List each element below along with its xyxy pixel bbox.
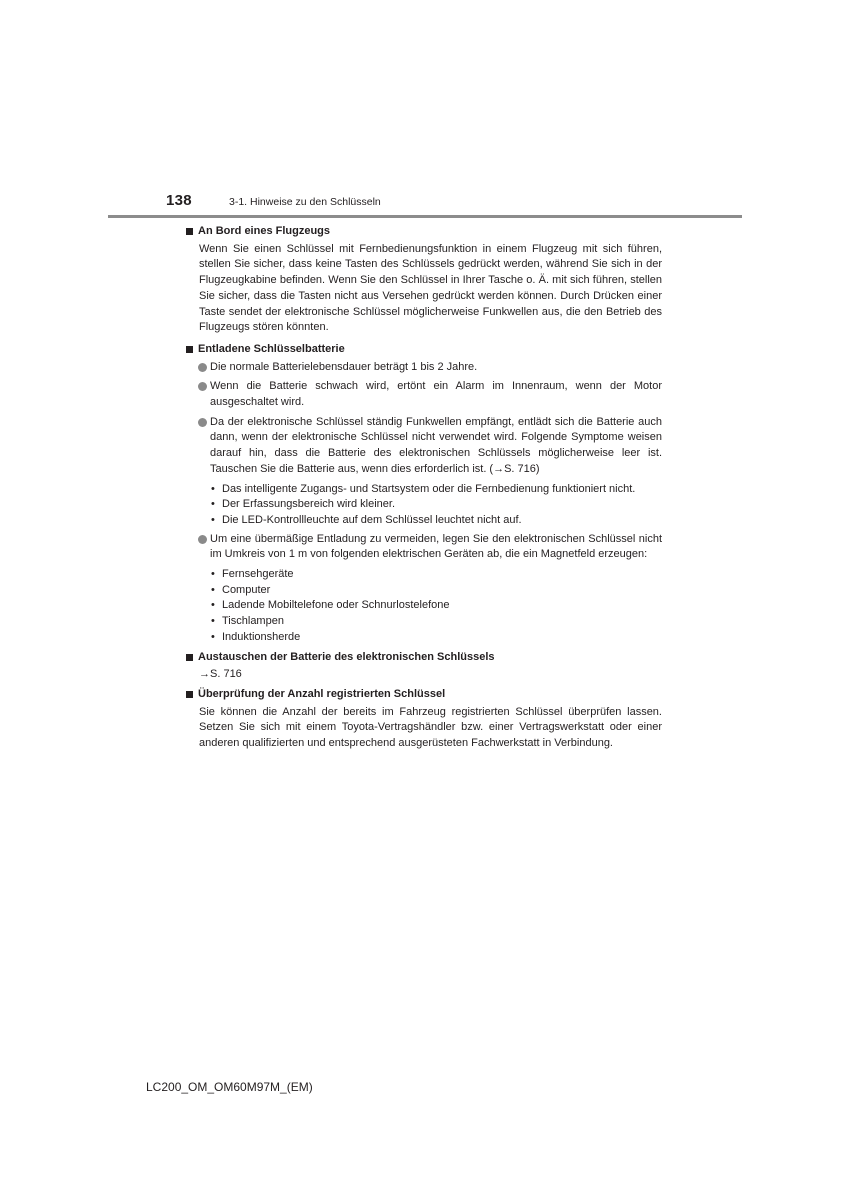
list-item-text: Um eine übermäßige Entladung zu vermeiden, legen Sie den elektronischen Schlüssel nicht im Umkreis von 1 m von folgenden elektrischen Geräten ab, die ein Magnetfeld erzeugen: bbox=[210, 532, 662, 561]
section-heading-text: Austauschen der Batterie des elektronischen Schlüssels bbox=[198, 650, 495, 663]
sub-list-item: • Die LED-Kontrollleuchte auf dem Schlüssel leuchtet nicht auf. bbox=[211, 513, 522, 526]
sub-list-item: • Fernsehgeräte bbox=[211, 568, 294, 581]
sub-list-item-text: Computer bbox=[222, 583, 271, 596]
sub-list-item-text: Das intelligente Zugangs- und Startsystem oder die Fernbedienung funktioniert nicht. bbox=[222, 482, 636, 495]
header-rule bbox=[108, 215, 742, 218]
section-heading bbox=[186, 224, 662, 240]
section-heading-text: Überprüfung der Anzahl registrierten Schlüssel bbox=[198, 687, 446, 700]
list-item-text: Die normale Batterielebensdauer beträgt 1 bis 2 Jahre. bbox=[210, 360, 478, 373]
section-heading bbox=[186, 650, 662, 666]
section-paragraph: Wenn Sie einen Schlüssel mit Fernbedienungsfunktion in einem Flugzeug mit sich führen, stellen Sie sicher, dass keine Tasten des Schlüssels gedrückt werden, während Sie sich in der Flugzeugkabine befinden. Wenn Sie den Schlüssel in Ihrer Tasche o. Ä. mit sich führen, stellen Sie sicher, dass die Tasten nicht aus Versehen gedrückt werden können. Durch Drücken einer Taste sendet der elektronische Schlüssel möglicherweise Funkwellen aus, die den Betrieb des Flugzeugs stören könnten. bbox=[199, 242, 662, 334]
sub-list-item-text: Der Erfassungsbereich wird kleiner. bbox=[222, 498, 396, 511]
list-item bbox=[198, 379, 662, 410]
sub-list-item: • Das intelligente Zugangs- und Startsystem oder die Fernbedienung funktioniert nicht. bbox=[211, 482, 636, 495]
page-reference-link[interactable]: →S. 716 bbox=[199, 668, 242, 681]
sub-list-item: • Ladende Mobiltelefone oder Schnurlostelefone bbox=[211, 599, 450, 612]
circle-bullet-icon bbox=[198, 363, 207, 372]
sub-list-item: • Der Erfassungsbereich wird kleiner. bbox=[211, 498, 396, 511]
list-item bbox=[198, 532, 662, 563]
sub-list-item: • Induktionsherde bbox=[211, 630, 301, 643]
section-title: 3-1. Hinweise zu den Schlüsseln bbox=[229, 196, 381, 208]
square-bullet-icon bbox=[186, 654, 193, 661]
page-header bbox=[0, 190, 848, 220]
section-battery bbox=[186, 342, 662, 646]
section-heading-text: Entladene Schlüsselbatterie bbox=[198, 342, 345, 355]
square-bullet-icon bbox=[186, 346, 193, 353]
sub-list-item-text: Induktionsherde bbox=[222, 630, 301, 643]
circle-bullet-icon bbox=[198, 535, 207, 544]
page-number: 138 bbox=[166, 192, 192, 209]
sub-list-item: • Computer bbox=[211, 583, 271, 596]
document-code: LC200_OM_OM60M97M_(EM) bbox=[146, 1080, 313, 1094]
list-item bbox=[198, 415, 662, 478]
sub-list bbox=[186, 567, 662, 646]
section-replace-battery bbox=[186, 650, 662, 683]
section-aircraft bbox=[186, 224, 662, 336]
list-item-text: Wenn die Batterie schwach wird, ertönt ein Alarm im Innenraum, wenn der Motor ausgeschaltet wird. bbox=[210, 380, 662, 409]
sub-list-item-text: Tischlampen bbox=[222, 615, 284, 628]
circle-bullet-icon bbox=[198, 382, 207, 391]
page-content bbox=[186, 224, 662, 755]
sub-list-item: • Tischlampen bbox=[211, 615, 284, 628]
section-heading bbox=[186, 342, 662, 358]
sub-list-item-text: Die LED-Kontrollleuchte auf dem Schlüssel leuchtet nicht auf. bbox=[222, 513, 522, 526]
sub-list bbox=[186, 482, 662, 529]
section-heading-text: An Bord eines Flugzeugs bbox=[198, 225, 331, 237]
square-bullet-icon bbox=[186, 691, 193, 698]
square-bullet-icon bbox=[186, 228, 193, 235]
list-item bbox=[198, 360, 662, 376]
section-heading bbox=[186, 687, 662, 703]
list-item-text: Da der elektronische Schlüssel ständig Funkwellen empfängt, entlädt sich die Batterie auch dann, wenn der elektronische Schlüssel nicht verwendet wird. Folgende Symptome weisen darauf hin, dass die Batterie des elektronischen Schlüssels möglicherweise leer ist. Tauschen Sie die Batterie aus, wenn dies erforderlich ist. (→S. 716) bbox=[210, 415, 662, 475]
section-paragraph: Sie können die Anzahl der bereits im Fahrzeug registrierten Schlüssel überprüfen lassen. Setzen Sie sich mit einem Toyota-Vertragshändler bzw. einer Vertragswerkstatt oder einer anderen qualifizierten und entsprechend ausgerüsteten Fachwerkstatt in Verbindung. bbox=[199, 705, 662, 750]
section-registered-keys bbox=[186, 687, 662, 752]
circle-bullet-icon bbox=[198, 418, 207, 427]
sub-list-item-text: Ladende Mobiltelefone oder Schnurlostelefone bbox=[222, 599, 450, 612]
sub-list-item-text: Fernsehgeräte bbox=[222, 568, 294, 581]
